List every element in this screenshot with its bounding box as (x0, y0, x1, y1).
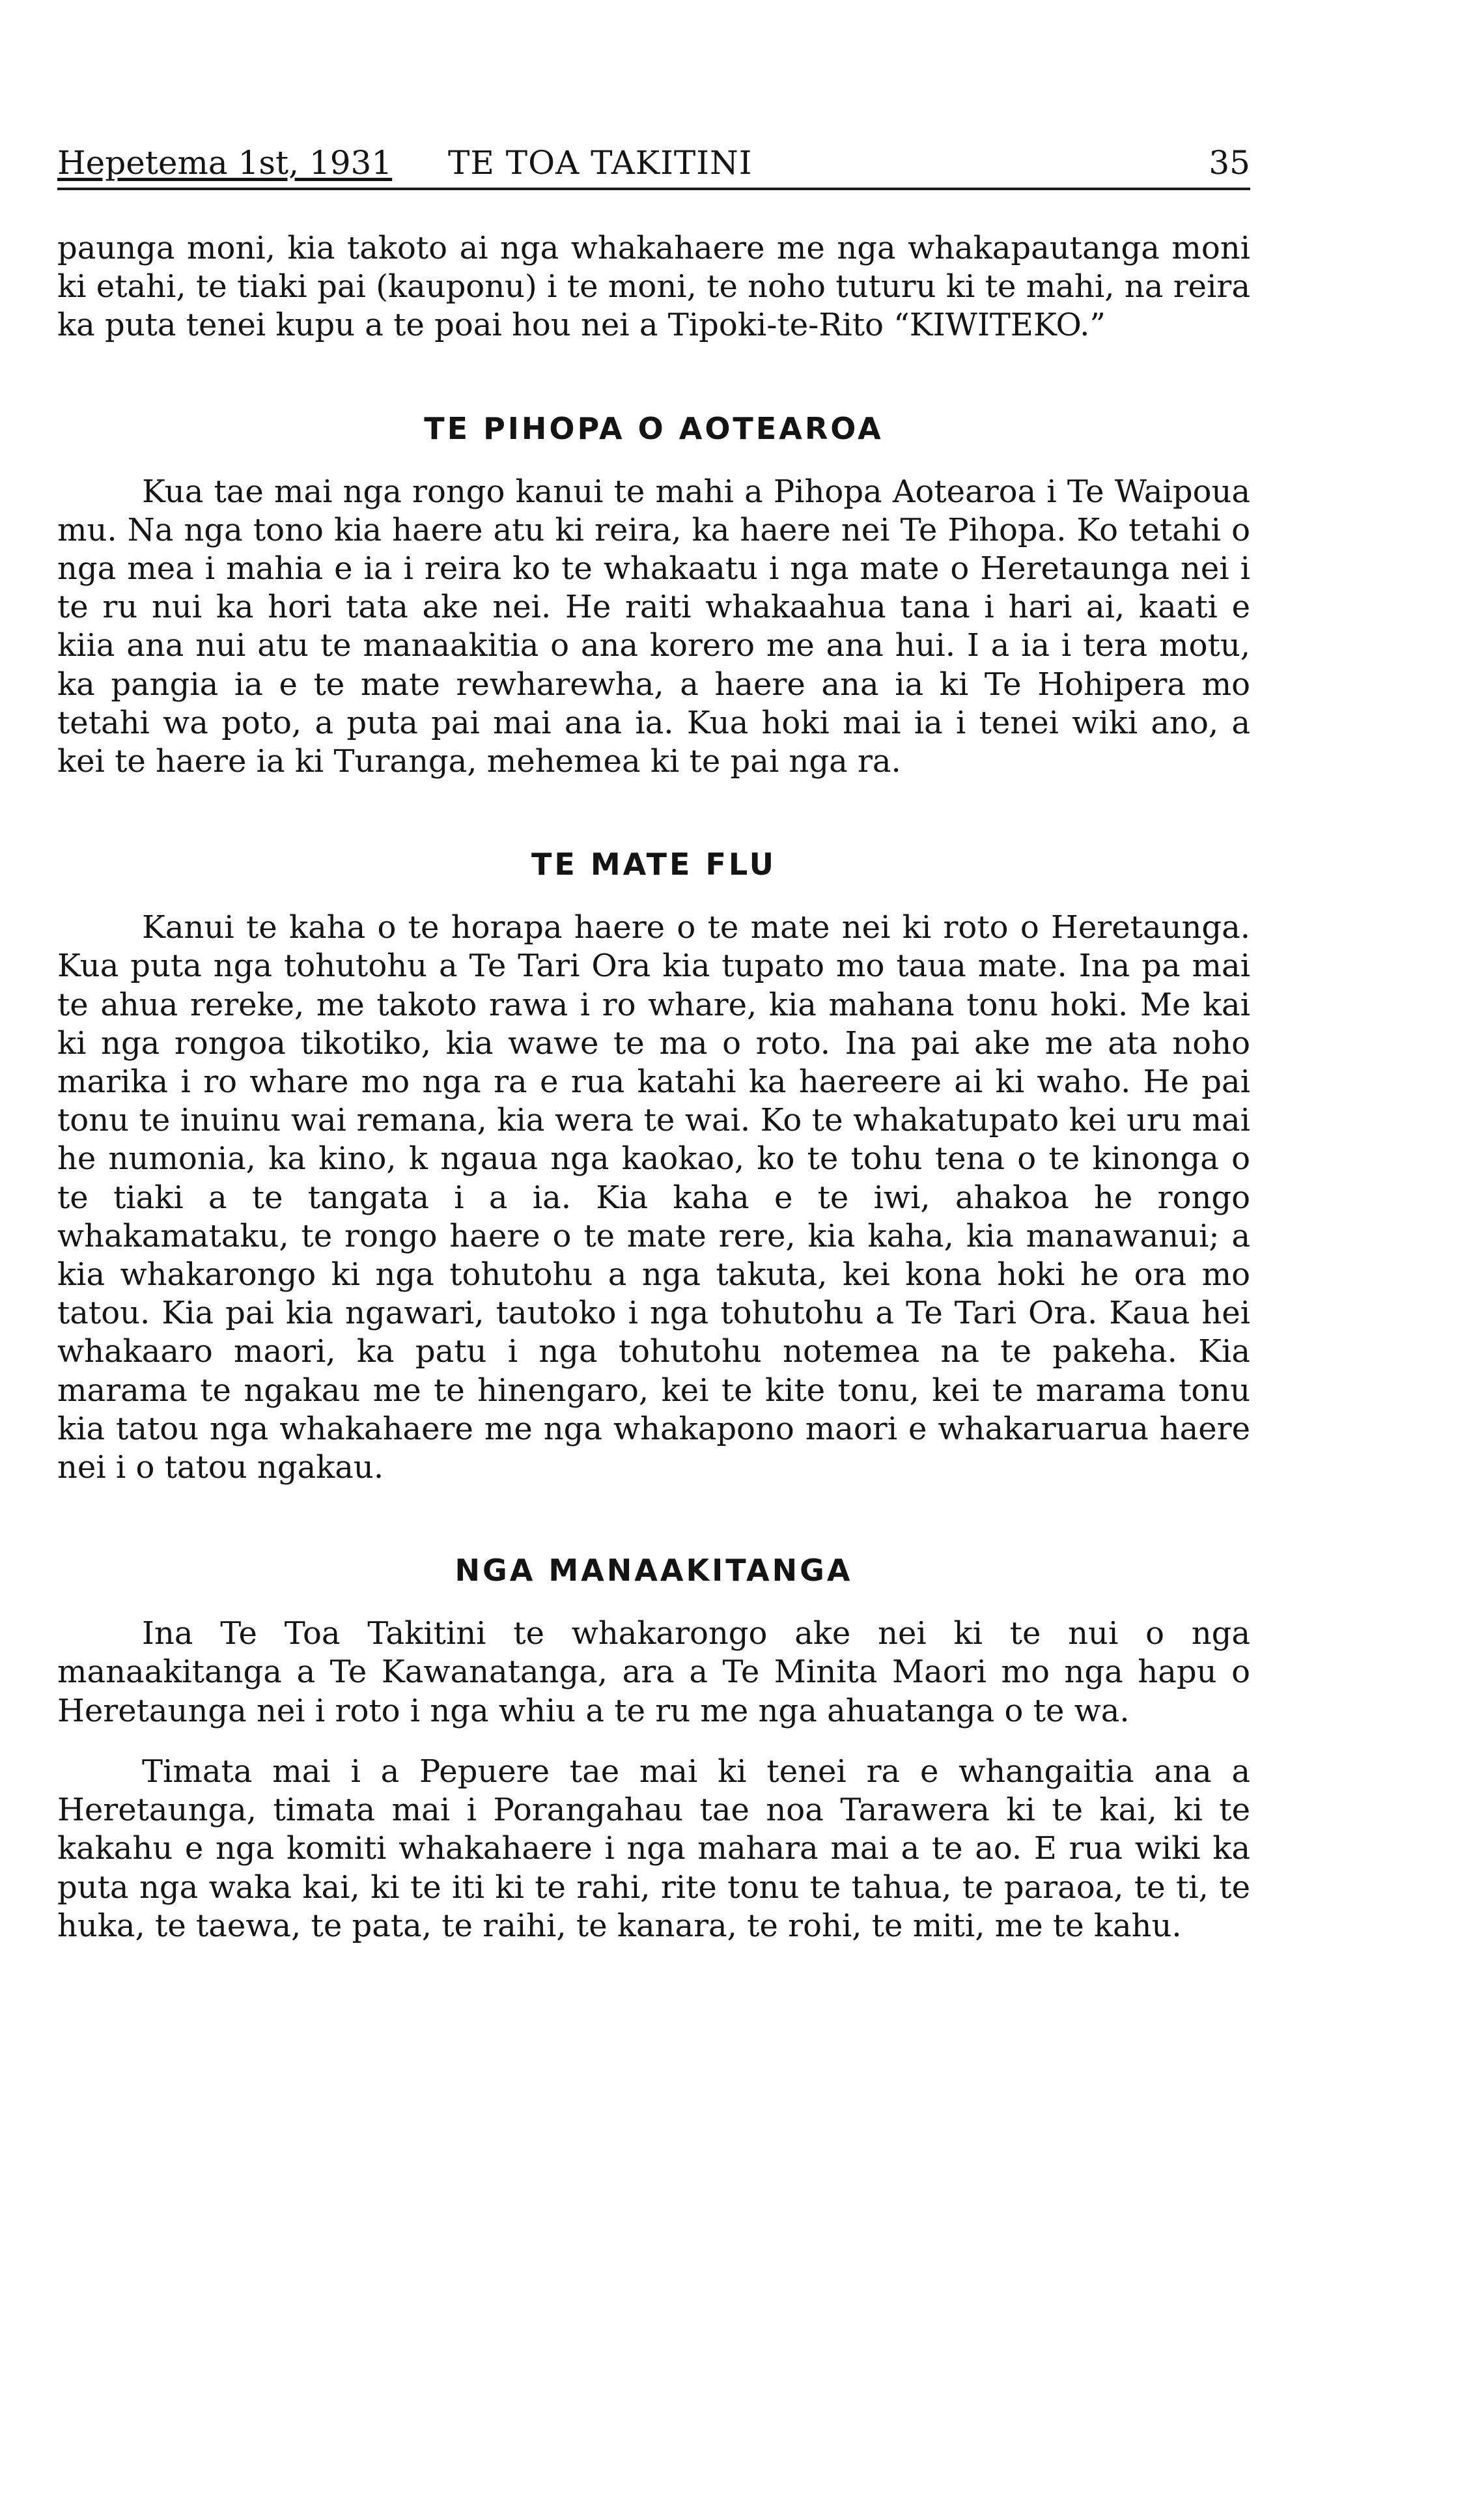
section-paragraph-mate-flu: Kanui te kaha o te horapa haere o te mate nei ki roto o Heretaunga. Kua puta nga tohutohu a Te Tari Ora kia tupato mo taua mate. Ina pa mai te ahua rereke, me takoto rawa i ro whare, kia mahana tonu hoki. Me kai ki nga rongoa tikotiko, kia wawe te ma o roto. Ina pai ake me ata noho marika i ro whare mo nga ra e rua katahi ka haereere ai ki waho. He pai tonu te inuinu wai remana, kia wera te wai. Ko te whakatupato kei uru mai he numonia, ka kino, k ngaua nga kaokao, ko te tohu tena o te kinonga o te tiaki a te tangata i a ia. Kia kaha e te iwi, ahakoa he rongo whakamataku, te rongo haere o te mate rere, kia kaha, kia manawanui; a kia whakarongo ki nga tohutohu a nga takuta, kei kona hoki he ora mo tatou. Kia pai kia ngawari, tautoko i nga tohutohu a Te Tari Ora. Kaua hei whakaaro maori, ka patu i nga tohutohu notemea na te pakeha. Kia marama te ngakau me te hinengaro, kei te kite tonu, kei te marama tonu kia tatou nga whakahaere me nga whakapono maori e whakaruarua haere nei i o tatou ngakau. (57, 909, 1250, 1486)
section-paragraph-manaakitanga-2: Timata mai i a Pepuere tae mai ki tenei ra e whangaitia ana a Heretaunga, timata mai i Porangahau tae noa Tarawera ki te kai, ki te kakahu e nga komiti whakahaere i nga mahara mai a te ao. E rua wiki ka puta nga waka kai, ki te iti ki te rahi, rite tonu te tahua, te paraoa, te ti, te huka, te taewa, te pata, te raihi, te kanara, te rohi, te miti, me te kahu. (57, 1753, 1250, 1944)
intro-paragraph: paunga moni, kia takoto ai nga whakahaere me nga whakapautanga moni ki etahi, te tiaki pai (kauponu) i te moni, te noho tuturu ki te mahi, na reira ka puta tenei kupu a te poai hou nei a Tipoki-te-Rito “KIWITEKO.” (57, 230, 1250, 344)
section-paragraph-manaakitanga-1: Ina Te Toa Takitini te whakarongo ake nei ki te nui o nga manaakitanga a Te Kawanatanga, ara a Te Minita Maori mo nga hapu o Heretaunga nei i roto i nga whiu a te ru me nga ahuatanga o te wa. (57, 1615, 1250, 1729)
running-head (57, 142, 1250, 190)
section-heading-pihopa: TE PIHOPA O AOTEAROA (424, 410, 884, 446)
section-paragraph-pihopa: Kua tae mai nga rongo kanui te mahi a Pihopa Aotearoa i Te Waipoua mu. Na nga tono kia haere atu ki reira, ka haere nei Te Pihopa. Ko tetahi o nga mea i mahia e ia i reira ko te whakaatu i nga mate o Heretaunga nei i te ru nui ka hori tata ake nei. He raiti whakaahua tana i hari ai, kaati e kiia ana nui atu te manaakitia o ana korero me ana hui. I a ia i tera motu, ka pangia ia e te mate rewharewha, a haere ana ia ki Te Hohipera mo tetahi wa poto, a puta pai mai ana ia. Kua hoki mai ia i tenei wiki ano, a kei te haere ia ki Turanga, mehemea ki te pai nga ra. (57, 473, 1250, 780)
section-heading-mate-flu: TE MATE FLU (531, 847, 776, 883)
page-number: 35 (1209, 144, 1250, 182)
issue-date: Hepetema 1st, 1931 (57, 144, 393, 182)
publication-title: TE TOA TAKITINI (448, 144, 753, 182)
article-body (57, 229, 1250, 1945)
section-heading-manaakitanga: NGA MANAAKITANGA (455, 1553, 853, 1589)
